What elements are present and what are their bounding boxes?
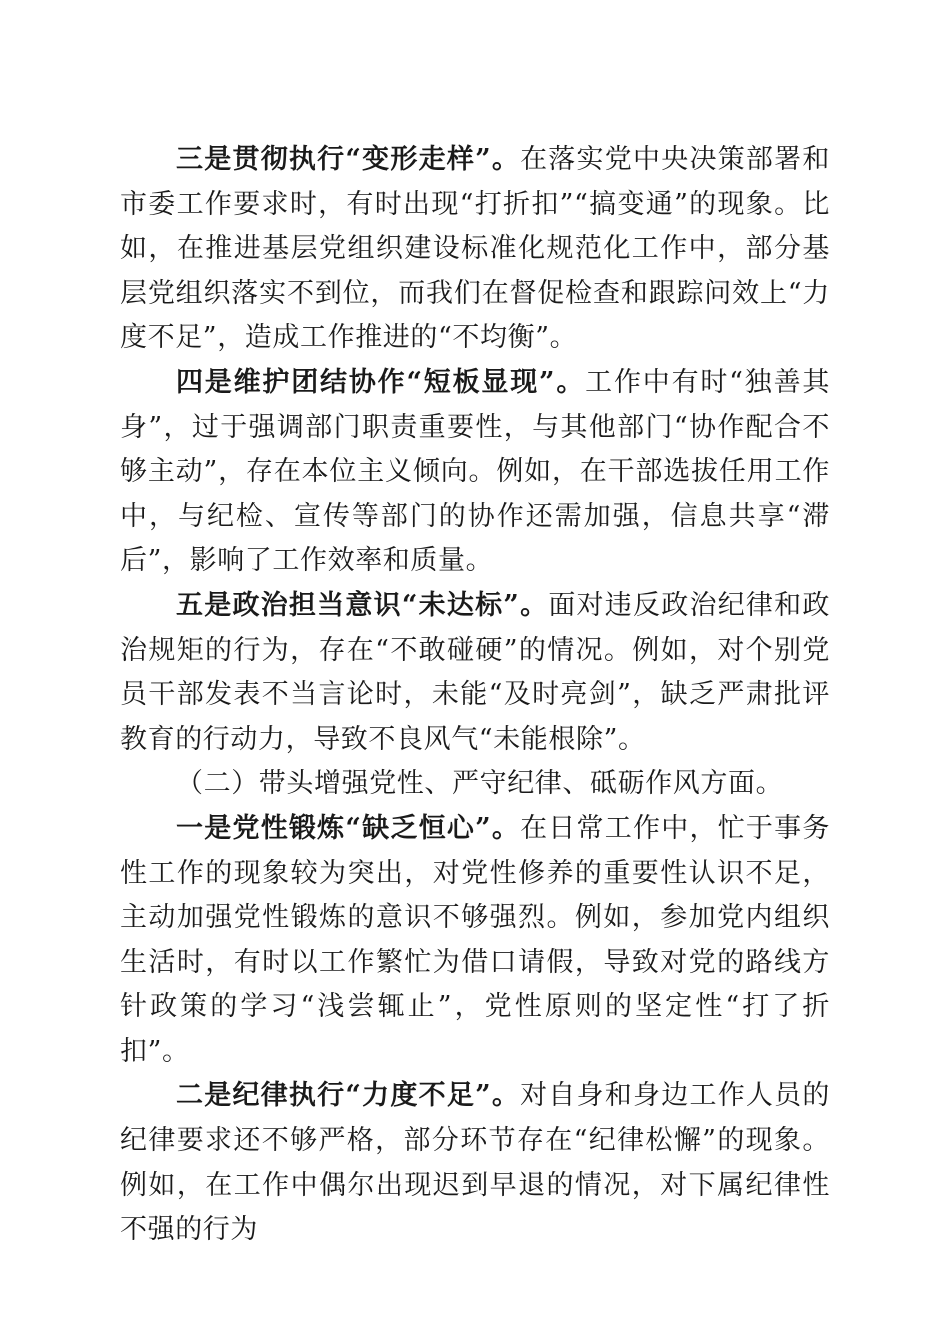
- paragraph-lead: 三是贯彻执行“变形走样”。: [176, 144, 521, 175]
- document-body: [120, 138, 830, 1253]
- paragraph-3: [120, 138, 830, 361]
- paragraph-body: 在日常工作中，忙于事务性工作的现象较为突出，对党性修养的重要性认识不足，主动加强党性锻炼的意识不够强烈。例如，参加党内组织生活时，有时以工作繁忙为借口请假，导致对党的路线方针政策的学习“浅尝辄止”，党性原则的坚定性“打了折扣”。: [120, 812, 830, 1067]
- paragraph-lead: 二是纪律执行“力度不足”。: [176, 1080, 521, 1112]
- paragraph-lead: 一是党性锻炼“缺乏恒心”。: [176, 812, 521, 844]
- paragraph-5: [120, 584, 830, 762]
- paragraph-body: 工作中有时“独善其身”，过于强调部门职责重要性，与其他部门“协作配合不够主动”，存在本位主义倾向。例如，在干部选拔任用工作中，与纪检、宣传等部门的协作还需加强，信息共享“滞后”，影响了工作效率和质量。: [120, 366, 831, 577]
- section-paragraph-2: [120, 1074, 830, 1252]
- paragraph-body: 对自身和身边工作人员的纪律要求还不够严格，部分环节存在“纪律松懈”的现象。例如，在工作中偶尔出现迟到早退的情况，对下属纪律性不强的行为: [120, 1080, 830, 1246]
- paragraph-4: [120, 361, 830, 584]
- section-paragraph-1: [120, 807, 830, 1075]
- paragraph-body: 在落实党中央决策部署和市委工作要求时，有时出现“打折扣”“搞变通”的现象。比如，在推进基层党组织建设标准化规范化工作中，部分基层党组织落实不到位，而我们在督促检查和跟踪问效上“力度不足”，造成工作推进的“不均衡”。: [120, 144, 830, 354]
- paragraph-body: 面对违反政治纪律和政治规矩的行为，存在“不敢碰硬”的情况。例如，对个别党员干部发表不当言论时，未能“及时亮剑”，缺乏严肃批评教育的行动力，导致不良风气“未能根除”。: [120, 589, 830, 755]
- paragraph-lead: 四是维护团结协作“短板显现”。: [176, 366, 586, 398]
- section-heading: （二）带头增强党性、严守纪律、砥砺作风方面。: [176, 768, 784, 800]
- paragraph-lead: 五是政治担当意识“未达标”。: [176, 589, 549, 621]
